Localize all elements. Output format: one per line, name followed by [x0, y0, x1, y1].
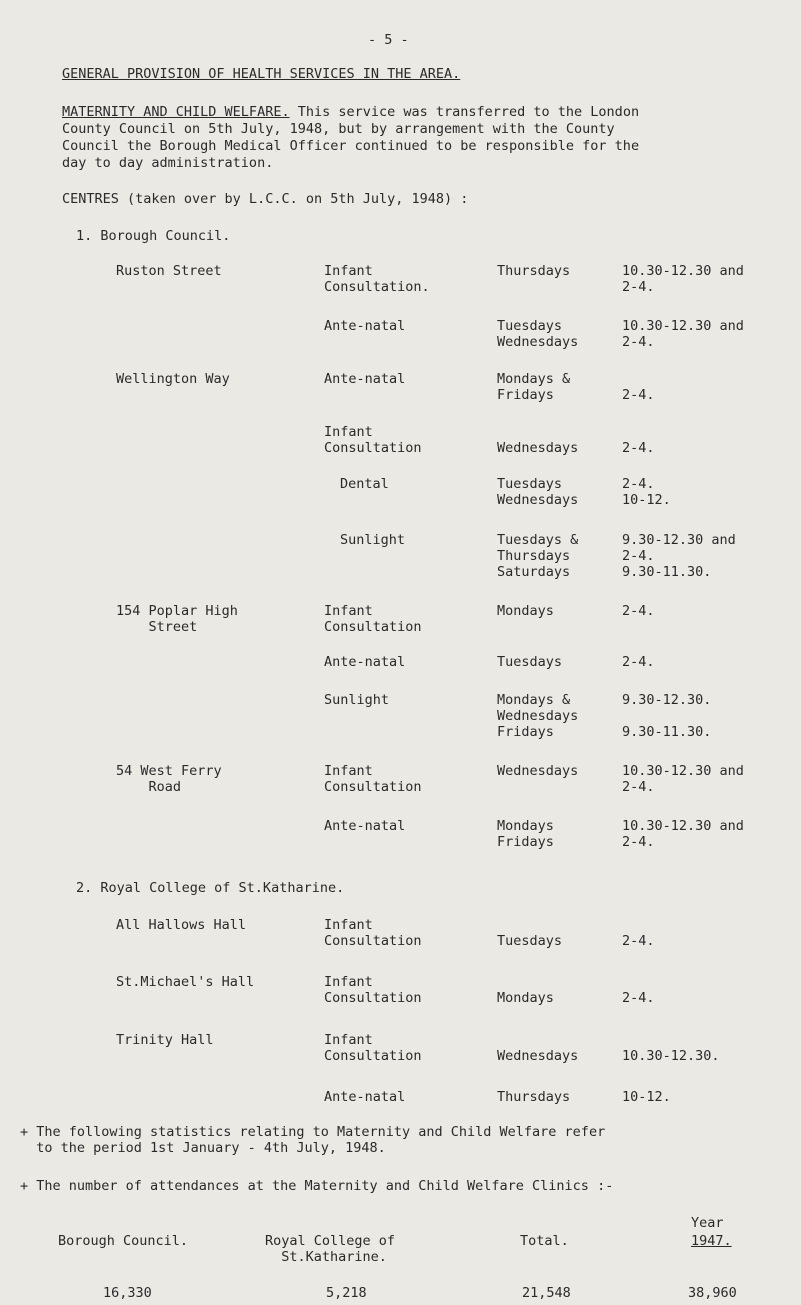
place-st-michaels-hall: St.Michael's Hall	[116, 974, 255, 990]
row-times: 2-4.	[622, 933, 655, 949]
row-days: Wednesdays	[497, 763, 579, 779]
row-times: 9.30-12.30. 9.30-11.30.	[622, 692, 712, 740]
attendance-header-total: Total.	[520, 1233, 569, 1249]
row-times: 2-4.	[622, 654, 655, 670]
attendance-borough-value: 16,330	[103, 1285, 152, 1301]
mcw-line1-rest: This service was transferred to the London	[289, 104, 640, 120]
mcw-line-2: County Council on 5th July, 1948, but by arrangement with the County	[62, 121, 615, 137]
row-times: 10.30-12.30 and 2-4.	[622, 318, 744, 350]
mcw-line-4: day to day administration.	[62, 155, 274, 171]
attendance-header-royal-college: Royal College of St.Katharine.	[265, 1233, 396, 1265]
row-times: 10.30-12.30 and 2-4.	[622, 818, 744, 850]
place-ruston-street: Ruston Street	[116, 263, 222, 279]
page-heading: GENERAL PROVISION OF HEALTH SERVICES IN THE AREA.	[62, 66, 461, 82]
row-times: 10-12.	[622, 1089, 671, 1105]
row-days: Tuesdays	[497, 933, 563, 949]
row-service: Sunlight	[324, 692, 390, 708]
row-times: 2-4.	[622, 603, 655, 619]
row-service: Infant Consultation	[324, 603, 422, 635]
place-trinity-hall: Trinity Hall	[116, 1032, 214, 1048]
row-days: Tuesdays & Thursdays Saturdays	[497, 532, 579, 580]
row-service: Ante-natal	[324, 654, 406, 670]
note-attendances: + The number of attendances at the Maternity and Child Welfare Clinics :-	[20, 1178, 614, 1194]
row-service: Infant Consultation	[324, 1032, 422, 1064]
attendance-year-value: 38,960	[688, 1285, 737, 1301]
row-service: Sunlight	[340, 532, 406, 548]
row-days: Mondays Fridays	[497, 818, 554, 850]
place-wellington-way: Wellington Way	[116, 371, 230, 387]
row-service: Ante-natal	[324, 818, 406, 834]
centres-line: CENTRES (taken over by L.C.C. on 5th July, 1948) :	[62, 191, 469, 207]
row-days: Thursdays	[497, 1089, 571, 1105]
row-days: Thursdays	[497, 263, 571, 279]
intro-paragraph-line-1	[62, 104, 639, 120]
row-service: Infant Consultation	[324, 763, 422, 795]
page-number: - 5 -	[368, 32, 409, 48]
attendance-header-year-label: Year	[691, 1215, 724, 1231]
mcw-title: MATERNITY AND CHILD WELFARE.	[62, 104, 290, 120]
row-times: 2-4.	[622, 440, 655, 456]
place-west-ferry-road: 54 West Ferry Road	[116, 763, 222, 795]
attendance-total-value: 21,548	[522, 1285, 571, 1301]
mcw-line-3: Council the Borough Medical Officer continued to be responsible for the	[62, 138, 640, 154]
row-times: 2-4.	[622, 990, 655, 1006]
row-times: 9.30-12.30 and 2-4. 9.30-11.30.	[622, 532, 736, 580]
row-service: Infant Consultation	[324, 974, 422, 1006]
row-service: Dental	[340, 476, 389, 492]
row-days: Mondays	[497, 603, 554, 619]
row-service: Infant Consultation.	[324, 263, 430, 295]
row-days: Mondays	[497, 990, 554, 1006]
row-days: Wednesdays	[497, 440, 579, 456]
row-times: 10.30-12.30 and 2-4.	[622, 763, 744, 795]
section-1-title: 1. Borough Council.	[76, 228, 231, 244]
section-2-title: 2. Royal College of St.Katharine.	[76, 880, 345, 896]
row-days: Mondays & Fridays	[497, 371, 571, 403]
row-service: Ante-natal	[324, 371, 406, 387]
row-times: 10.30-12.30.	[622, 1048, 720, 1064]
row-times: 2-4. 10-12.	[622, 476, 671, 508]
note-statistics-period: + The following statistics relating to Maternity and Child Welfare refer to the period 1st January - 4th July, 1948.	[20, 1124, 606, 1156]
row-days: Mondays & Wednesdays Fridays	[497, 692, 579, 740]
row-days: Tuesdays Wednesdays	[497, 476, 579, 508]
row-days: Tuesdays Wednesdays	[497, 318, 579, 350]
place-poplar-high-street: 154 Poplar High Street	[116, 603, 238, 635]
row-times: 2-4.	[622, 387, 655, 403]
place-all-hallows-hall: All Hallows Hall	[116, 917, 247, 933]
row-service: Ante-natal	[324, 1089, 406, 1105]
attendance-royal-value: 5,218	[326, 1285, 367, 1301]
row-service: Ante-natal	[324, 318, 406, 334]
row-days: Wednesdays	[497, 1048, 579, 1064]
attendance-header-year-value: 1947.	[691, 1233, 732, 1249]
row-days: Tuesdays	[497, 654, 563, 670]
attendance-header-borough: Borough Council.	[58, 1233, 189, 1249]
row-service: Infant Consultation	[324, 424, 422, 456]
row-times: 10.30-12.30 and 2-4.	[622, 263, 744, 295]
row-service: Infant Consultation	[324, 917, 422, 949]
